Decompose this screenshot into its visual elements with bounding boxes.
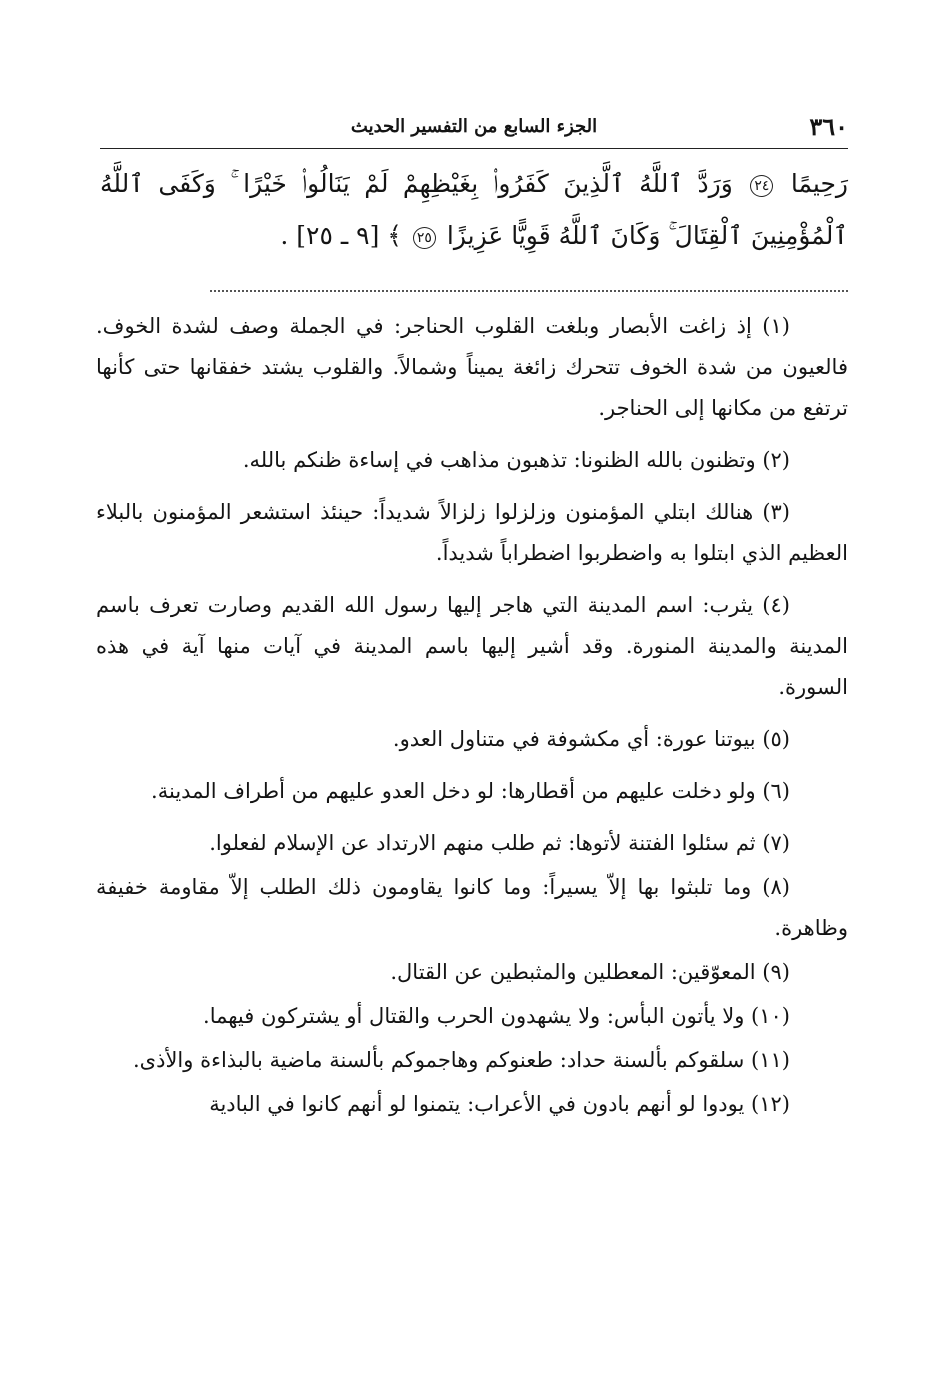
quran-text-start: رَحِيمًا xyxy=(790,169,848,198)
footnote-11: (١١) سلقوكم بألسنة حداد: طعنوكم وهاجموكم بألسنة ماضية بالبذاءة والأذى. xyxy=(132,1048,790,1072)
quran-text: وَرَدَّ ٱللَّهُ ٱلَّذِينَ كَفَرُوا۟ بِغَيْظِهِمْ لَمْ يَنَالُوا۟ خَيْرًا ۚ وَكَفَى ٱللَّهُ ٱلْمُؤْمِنِينَ ٱلْقِتَالَ ۚ وَكَانَ ٱللَّهُ قَوِيًّا عَزِيزًا xyxy=(100,169,848,250)
quran-verse-block xyxy=(100,158,848,262)
footnote-6: (٦) ولو دخلت عليهم من أقطارها: لو دخل العدو عليهم من أطراف المدينة. xyxy=(151,779,790,803)
footnote-8: (٨) وما تلبثوا بها إلاّ يسيراً: وما كانوا يقاومون ذلك الطلب إلاّ مقاومة خفيفة وظاهرة. xyxy=(96,875,848,940)
ayah-number-marker: ٢٤ xyxy=(750,175,773,197)
footnotes xyxy=(96,306,848,1128)
ayah-number-marker: ٢٥ xyxy=(413,227,436,249)
page-header xyxy=(100,112,848,149)
footnote-4: (٤) يثرب: اسم المدينة التي هاجر إليها رسول الله القديم وصارت تعرف باسم المدينة والمدينة المنورة. وقد أشير إليها باسم المدينة في آيات منها آية في هذه السورة. xyxy=(96,593,848,699)
verse-reference: ﴾ [٩ ـ ٢٥] . xyxy=(280,221,402,250)
footnote-5: (٥) بيوتنا عورة: أي مكشوفة في متناول العدو. xyxy=(392,727,790,751)
footnote-7: (٧) ثم سئلوا الفتنة لأتوها: ثم طلب منهم الارتداد عن الإسلام لفعلوا. xyxy=(209,831,790,855)
page-number: ٣٦٠ xyxy=(809,112,848,141)
footnote-10: (١٠) ولا يأتون البأس: ولا يشهدون الحرب والقتال أو يشتركون فيهما. xyxy=(203,1004,790,1028)
dotted-divider xyxy=(210,290,848,292)
running-title: الجزء السابع من التفسير الحديث xyxy=(350,116,598,137)
footnote-2: (٢) وتظنون بالله الظنونا: تذهبون مذاهب في إساءة ظنكم بالله. xyxy=(242,448,790,472)
footnote-3: (٣) هنالك ابتلي المؤمنون وزلزلوا زلزالاً شديداً: حينئذ استشعر المؤمنون بالبلاء العظيم الذي ابتلوا به واضطربوا اضطراباً شديداً. xyxy=(96,500,848,565)
footnote-1: (١) إذ زاغت الأبصار وبلغت القلوب الحناجر: في الجملة وصف لشدة الخوف. فالعيون من شدة الخوف تتحرك زائغة يميناً وشمالاً. والقلوب يشتد خفقانها حتى كأنها ترتفع من مكانها إلى الحناجر. xyxy=(96,314,848,420)
footnote-12: (١٢) يودوا لو أنهم بادون في الأعراب: يتمنوا لو أنهم كانوا في البادية xyxy=(209,1092,790,1116)
footnote-9: (٩) المعوّقين: المعطلين والمثبطين عن القتال. xyxy=(390,960,790,984)
